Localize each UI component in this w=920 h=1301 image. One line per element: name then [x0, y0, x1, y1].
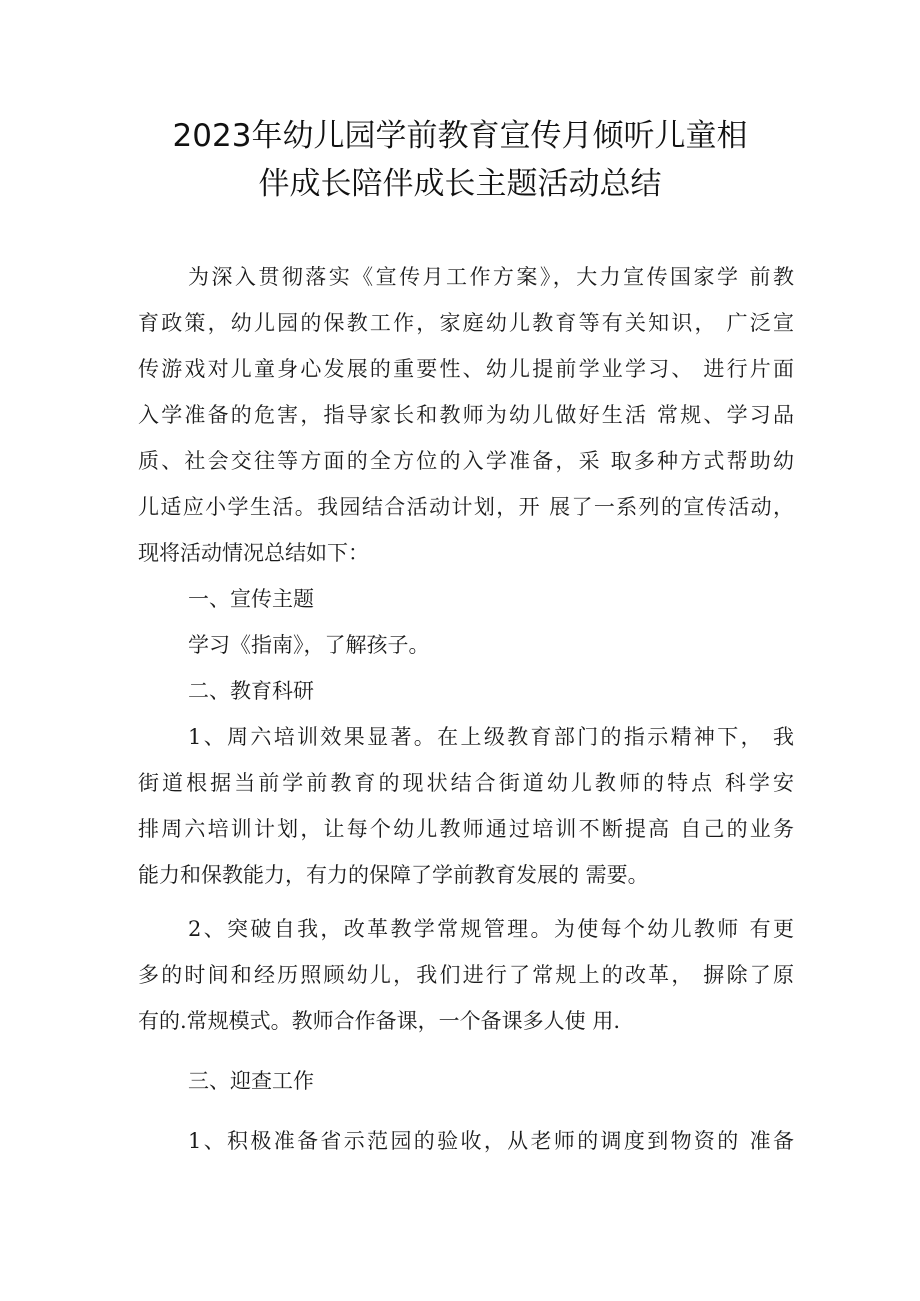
section-2-item-2-line-3: 有的.常规模式。教师合作备课，一个备课多人使 用.: [138, 1009, 621, 1033]
paragraph-gap: [138, 1104, 794, 1118]
intro-line-6: 儿适应小学生活。我园结合活动计划，开 展了一系列的宣传活动，: [138, 495, 794, 519]
section-2-item-1-line-3: 排周六培训计划，让每个幼儿教师通过培训不断提高 自己的业务: [138, 817, 794, 841]
document-body: [138, 254, 794, 1164]
section-2-item-1-line-1: 1、周六培训效果显著。在上级教育部门的指示精神下， 我: [188, 725, 794, 749]
title-line-2: 伴成长陪伴成长主题活动总结: [258, 166, 662, 202]
section-2-item-2-line-2: 多的时间和经历照顾幼儿，我们进行了常规上的改革， 摒除了原: [138, 963, 794, 987]
section-3-heading: 三、迎查工作: [188, 1069, 314, 1093]
document-title: [120, 112, 800, 208]
intro-line-2: 育政策，幼儿园的保教工作，家庭幼儿教育等有关知识， 广泛宣: [138, 311, 794, 335]
paragraph-gap: [138, 1044, 794, 1058]
section-2-item-1-line-4: 能力和保教能力，有力的保障了学前教育发展的 需要。: [138, 863, 649, 887]
section-2-heading: 二、教育科研: [188, 679, 314, 703]
section-2-item-2-line-1: 2、突破自我，改革教学常规管理。为使每个幼儿教师 有更: [188, 917, 794, 941]
section-1-text: 学习《指南》，了解孩子。: [188, 633, 430, 657]
section-1-heading: 一、宣传主题: [188, 587, 314, 611]
section-3-item-1-line-1: 1、积极准备省示范园的验收，从老师的调度到物资的 准备: [188, 1129, 794, 1153]
section-2-item-1-line-2: 街道根据当前学前教育的现状结合街道幼儿教师的特点 科学安: [138, 771, 794, 795]
intro-line-3: 传游戏对儿童身心发展的重要性、幼儿提前学业学习、 进行片面: [138, 357, 794, 381]
intro-line-4: 入学准备的危害，指导家长和教师为幼儿做好生活 常规、学习品: [138, 403, 794, 427]
paragraph-gap: [138, 898, 794, 906]
intro-line-1: 为深入贯彻落实《宣传月工作方案》，大力宣传国家学 前教: [188, 265, 794, 289]
intro-line-5: 质、社会交往等方面的全方位的入学准备，采 取多种方式帮助幼: [138, 449, 794, 473]
title-line-1: 2023年幼儿园学前教育宣传月倾听儿童相: [172, 118, 748, 154]
intro-line-7: 现将活动情况总结如下：: [138, 541, 369, 565]
